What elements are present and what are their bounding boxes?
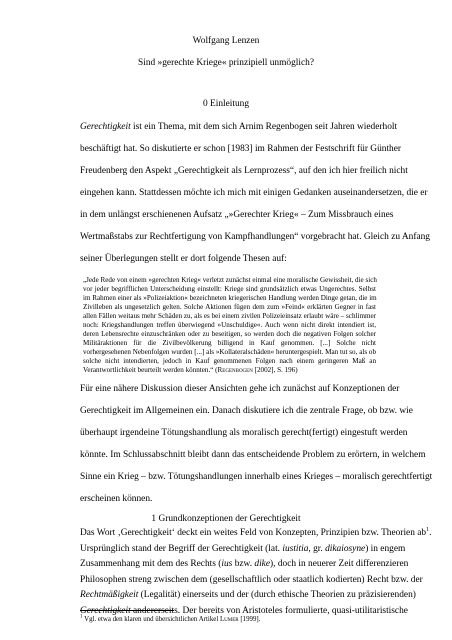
quote-line: vor jeder begrifflichen Unterscheidung einstellt: Kriege sind grundsätzlich etwas Ungerechtes. Selbst (83, 285, 376, 293)
quote-line: Militäraktionen für die Zivilbevölkerung billigend in Kauf genommen. [...] Solche nicht (83, 339, 376, 347)
paragraph-line: Rechtmäßigkeit (Legalität) einerseits und der (durch ethische Theorien zu präzisierenden) (80, 590, 416, 600)
paragraph-line: Gerechtigkeit andererseits. Der bereits von Aristoteles formulierte, quasi-utilitaristische (80, 606, 408, 616)
paragraph-line: Ursprünglich stand der Begriff der Gerechtigkeit (lat. iustitia, gr. dikaiosyne) in engem (80, 544, 406, 554)
quote-line: „Jede Rede von einem »gerechten Krieg« verletzt zunächst einmal eine moralische Gewissheit, die sich (83, 276, 377, 284)
footnote-ref[interactable]: 1 (426, 526, 430, 533)
paragraph-line: Wertmaßstabs zur Rechtfertigung von Kampfhandlungen“ vorgebracht hat. Gleich zu Anfang (80, 232, 430, 242)
paragraph-line: Philosophen streng zwischen dem (gesellschaftlich oder staatlich kodierten) Recht bzw. der (80, 575, 423, 585)
paragraph-line: könnte. Im Schlussabschnitt bleibt dann das entscheidende Problem zu erörtern, in welchem (80, 450, 426, 460)
paragraph-line: erscheinen können. (80, 494, 153, 504)
paragraph-line: Das Wort ‚Gerechtigkeit‘ deckt ein weites Feld von Konzepten, Prinzipien bzw. Theorien $ab^1$. (80, 526, 432, 538)
author-name: Wolfgang Lenzen (192, 36, 260, 46)
footnote: $^1$ Vgl. etwa den klaren und übersichtlichen Artikel Lumer [1999]. (80, 614, 261, 623)
quote-line: deren Lebensrechte einzuschränken oder zu beseitigen, so werden doch die negativen Folgen solcher (83, 330, 376, 338)
paragraph-line: eingehen kann. Stattdessen möchte ich mich mit einigen Gedanken auseinandersetzen, die er (80, 188, 428, 198)
section-heading-grundkonzeptionen: 1 Grundkonzeptionen der Gerechtigkeit (151, 514, 301, 524)
citation-author: Regenbogen (217, 366, 253, 374)
paragraph-line: Gerechtigkeit ist ein Thema, mit dem sich Arnim Regenbogen seit Jahren wiederholt (80, 122, 398, 132)
section-heading-einleitung: 0 Einleitung (202, 99, 250, 109)
paragraph-line: Sinne ein Krieg – bzw. Tötungshandlungen innerhalb eines Krieges – moralisch gerechtfertigt (80, 472, 433, 482)
paragraph-line: beschäftigt hat. So diskutierte er schon [1983] im Rahmen der Festschrift für Günther (80, 144, 402, 154)
footnote-mark: 1 (80, 614, 83, 620)
quote-line: Verantwortlichkeit beurteilt werden könnten.“ (Regenbogen [2002], S. 196) (83, 366, 298, 374)
citation-author: Lumer (219, 616, 239, 623)
paragraph-line: Für eine nähere Diskussion dieser Ansichten gehe ich zunächst auf Konzeptionen der (80, 384, 400, 394)
paper-title: Sind »gerechte Kriege« prinzipiell unmöglich? (138, 58, 314, 68)
quote-line: vorhergesehenen Nebenfolgen wurden [...] als »Kollateralschäden« heruntergespielt. Man tut so, als ob (83, 348, 376, 356)
footnote-divider (80, 610, 174, 611)
emphasis: Gerechtigkeit (80, 122, 131, 132)
paragraph-line: seiner Überlegungen stellt er dort folgende Thesen auf: (80, 254, 287, 264)
paragraph-line: Freudenberg den Aspekt „Gerechtigkeit als Lernprozess“, auf den ich hier freilich nicht (80, 166, 408, 176)
quote-line: im Rahmen einer als »Polizeiaktion« bezeichneten kriegerischen Handlung werden Dinge getan, die im (83, 294, 377, 302)
paragraph-line: in dem unlängst erschienenen Aufsatz „»Gerechter Krieg« – Zum Missbrauch eines (80, 210, 394, 220)
paragraph-line: Gerechtigkeit im Allgemeinen ein. Danach diskutiere ich die zentrale Frage, ob bzw. wie (80, 406, 413, 416)
quote-line: noch: Kriegshandlungen treffen überwiegend »Unschuldige«. Auch wenn nicht direkt intendiert ist, (83, 321, 376, 329)
quote-line: solche nicht intendierten, jedoch in Kauf genommenen Folgen nach einem geringeren Maß an (83, 357, 376, 365)
paragraph-line: überhaupt irgendeine Tötungshandlung als moralisch gerecht(fertigt) eingestuft werden (80, 428, 408, 438)
paragraph-line: Zusammenhang mit dem des Rechts (ius bzw. dike), doch in neuerer Zeit differenzieren (80, 559, 409, 569)
quote-line: Zivilleben als ungesetzlich gelten. Solche Aktionen fügen dem zum »Feind« erklärten Gegner in fast (83, 303, 376, 311)
quote-line: allen Fällen weitaus mehr Schäden zu, als es bei einem zivilen Polizeieinsatz erlaubt wäre – schlimmer (83, 312, 376, 320)
